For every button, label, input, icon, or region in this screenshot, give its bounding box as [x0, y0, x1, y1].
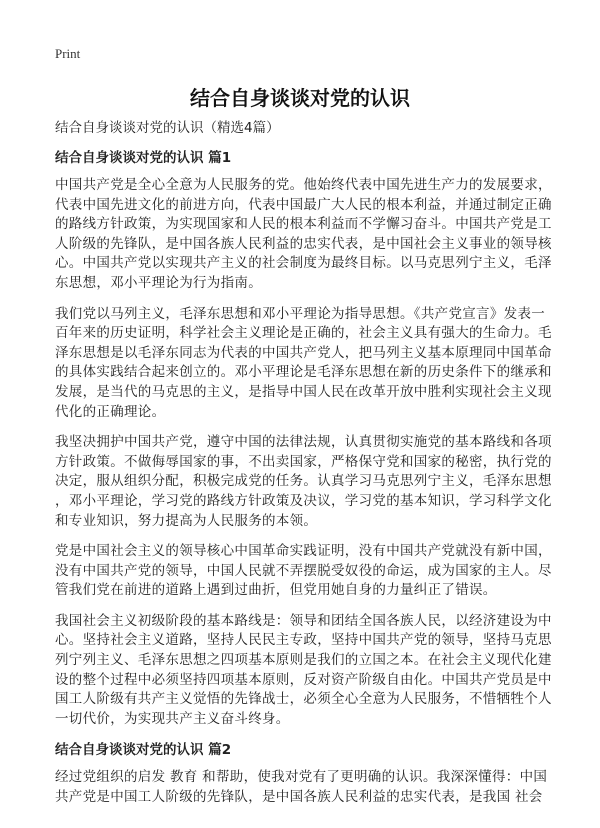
paragraph-line: 管我们党在前进的道路上遇到过曲折，但党用她自身的力量纠正了错误。 [55, 582, 497, 599]
paragraph-line: 心。坚持社会主义道路，坚持人民民主专政，坚持中国共产党的领导，坚持马克思 [55, 632, 552, 649]
paragraph-line: 和专业知识，努力提高为人民服务的本领。 [55, 512, 318, 529]
paragraph-line: 经过党组织的启发 教育 和帮助，使我对党有了更明确的认识。我深深懂得：中国 [55, 769, 548, 786]
paragraph-line: 列宁列主义、毛泽东思想之四项基本原则是我们的立国之本。在社会主义现代化建 [55, 652, 552, 669]
paragraph-line: ，邓小平理论，学习党的路线方针政策及决议，学习党的基本知识，学习科学文化 [55, 492, 552, 509]
paragraph-line: 设的整个过程中必须坚持四项基本原则，反对资产阶级自由化。中国共产党员是中 [55, 671, 552, 688]
page-title: 结合自身谈谈对党的认识 [190, 86, 410, 110]
paragraph-line: 泽东思想是以毛泽东同志为代表的中国共产党人，把马列主义基本原理同中国革命 [55, 344, 552, 361]
paragraph [55, 612, 555, 730]
paragraph [55, 542, 555, 601]
paragraph [55, 305, 555, 423]
paragraph [55, 176, 555, 294]
paragraph-line: 我国社会主义初级阶段的基本路线是：领导和团结全国各族人民，以经济建设为中 [55, 612, 552, 629]
paragraph-line: 一切代价，为实现共产主义奋斗终身。 [55, 710, 290, 727]
paragraph-line: 的具体实践结合起来创立的。邓小平理论是毛泽东思想在新的历史条件下的继承和 [55, 364, 552, 381]
paragraph [55, 433, 555, 531]
paragraph-line: 代化的正确理论。 [55, 403, 166, 420]
paragraph-line: 共产党是中国工人阶级的先锋队，是中国各族人民利益的忠实代表，是我国 社会 [55, 789, 543, 806]
paragraph-line: 的路线方针政策，为实现国家和人民的根本利益而不学懈习奋斗。中国共产党是工 [55, 216, 552, 233]
section-heading: 结合自身谈谈对党的认识 篇2 [55, 742, 232, 759]
paragraph-line: 中国共产党是全心全意为人民服务的党。他始终代表中国先进生产力的发展要求， [55, 177, 552, 193]
paragraph-line: 国工人阶级有共产主义觉悟的先锋战士，必须全心全意为人民服务，不惜牺牲个人 [55, 691, 552, 708]
paragraph-line: 我们党以马列主义，毛泽东思想和邓小平理论为指导思想。《共产党宣言》发表一 [55, 305, 546, 322]
paragraph-line: 东思想，邓小平理论为行为指南。 [55, 274, 262, 291]
paragraph-line: 代表中国先进文化的前进方向，代表中国最广大人民的根本利益，并通过制定正确 [55, 196, 552, 213]
paragraph-line: 党是中国社会主义的领导核心中国革命实践证明，没有中国共产党就没有新中国， [55, 543, 552, 560]
document-subtitle: 结合自身谈谈对党的认识（精选4篇） [55, 120, 280, 136]
paragraph-line: 我坚决拥护中国共产党，遵守中国的法律法规，认真贯彻实施党的基本路线和各项 [55, 434, 552, 451]
paragraph-line: 决定，服从组织分配，积极完成党的任务。认真学习马克思列宁主义，毛泽东思想 [55, 473, 552, 490]
paragraph-line: 心。中国共产党以实现共产主义的社会制度为最终目标。以马克思列宁主义，毛泽 [55, 255, 552, 272]
document-body [55, 118, 555, 819]
paragraph-line: 百年来的历史证明，科学社会主义理论是正确的，社会主义具有强大的生命力。毛 [55, 325, 552, 342]
print-link[interactable]: Print [55, 46, 81, 61]
section-heading: 结合自身谈谈对党的认识 篇1 [55, 150, 232, 166]
paragraph-line: 方针政策。不做侮辱国家的事，不出卖国家，严格保守党和国家的秘密，执行党的 [55, 453, 552, 470]
paragraph-line: 人阶级的先锋队，是中国各族人民利益的忠实代表，是中国社会主义事业的领导核 [55, 235, 552, 252]
paragraph-line: 没有中国共产党的领导，中国人民就不弄摆脱受奴役的命运，成为国家的主人。尽 [55, 562, 552, 579]
paragraph-line: 发展，是当代的马克思的主义，是指导中国人民在改革开放中胜利实现社会主义现 [55, 383, 552, 400]
paragraph [55, 768, 555, 807]
